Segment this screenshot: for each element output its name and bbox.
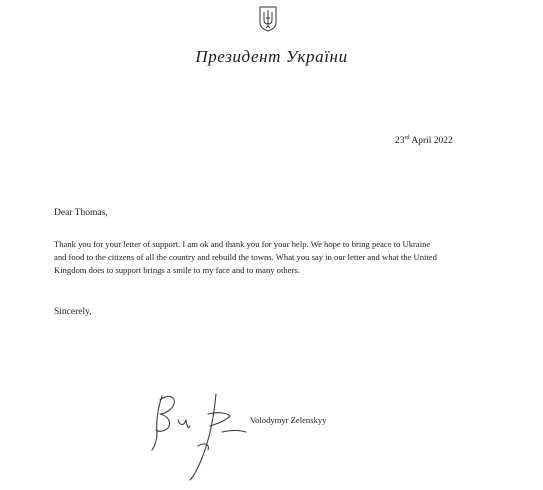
date-suffix: rd: [404, 134, 410, 141]
handwritten-signature-icon: [138, 386, 258, 481]
letterhead-title: Президент України: [195, 47, 348, 66]
letter-date: [395, 136, 453, 146]
signer-name: Volodymyr Zelenskyy: [250, 415, 327, 425]
closing: Sincerely,: [54, 307, 92, 317]
date-day: 23: [395, 136, 405, 146]
ukraine-trident-icon: [258, 6, 278, 32]
letter-body: [54, 238, 484, 277]
body-line: and food to the citizens of all the country and rebuild the towns. What you say in our letter and what the United: [54, 252, 437, 262]
body-line: Kingdom does to support brings a smile to my face and to many others.: [54, 265, 300, 275]
salutation: Dear Thomas,: [54, 208, 108, 218]
date-month-year: April 2022: [409, 136, 453, 146]
body-line: Thank you for your letter of support. I am ok and thank you for your help. We hope to bring peace to Ukraine: [54, 239, 431, 249]
